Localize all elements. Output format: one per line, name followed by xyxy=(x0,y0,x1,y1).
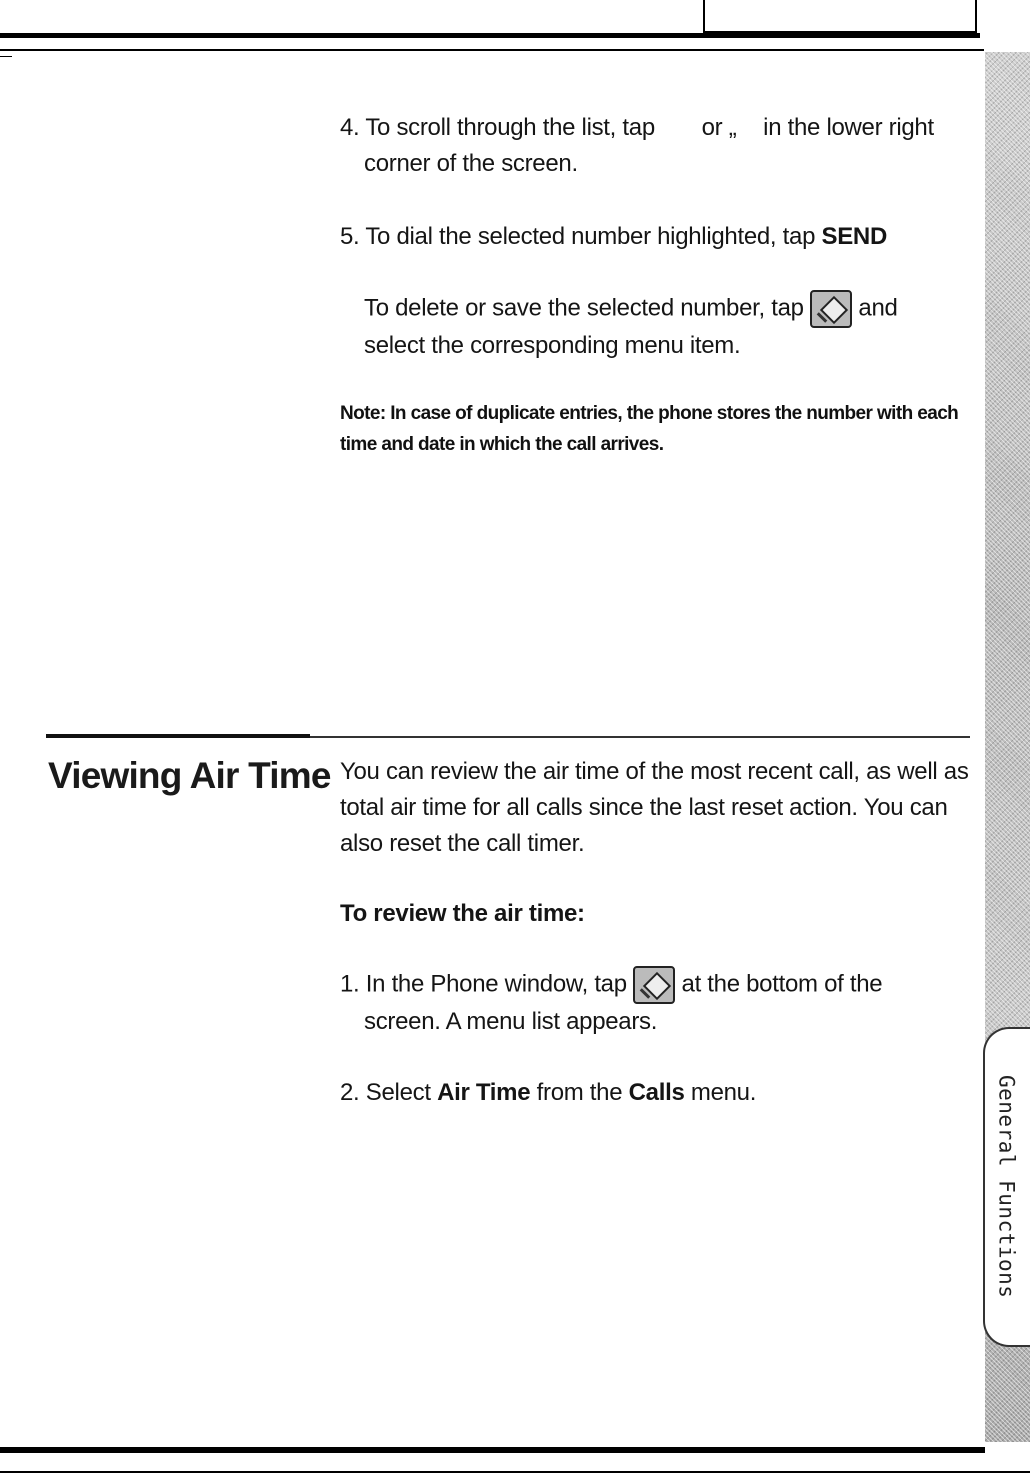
menu-icon xyxy=(633,966,675,1004)
delete-save-instruction xyxy=(364,290,924,364)
section-rule-thin xyxy=(310,736,970,738)
review-step-2-middle: from the xyxy=(530,1079,629,1106)
step-4 xyxy=(340,110,994,182)
section-intro: You can review the air time of the most recent call, as well as total air time for all calls since the last reset action. You can also reset the call timer. xyxy=(340,758,969,857)
header-box xyxy=(703,0,977,33)
header-rule-thin xyxy=(0,49,984,51)
review-step-1-after: at the bottom of the screen. A menu list appears. xyxy=(364,970,883,1035)
section-tab-label: General Functions xyxy=(994,1075,1019,1299)
review-step-2-before: 2. Select xyxy=(340,1079,438,1106)
step-4-suffix: in the lower right corner of the screen. xyxy=(364,114,934,177)
corner-tick xyxy=(0,56,12,57)
step-4-middle: or „ xyxy=(695,114,743,141)
delete-save-before: To delete or save the selected number, tap xyxy=(364,294,811,322)
review-step-1 xyxy=(340,966,944,1040)
step-5 xyxy=(340,219,994,255)
note xyxy=(340,398,970,460)
step-4-prefix: 4. To scroll through the list, tap xyxy=(340,114,662,141)
review-step-1-before: 1. In the Phone window, tap xyxy=(340,970,634,998)
step-5-text: 5. To dial the selected number highlighted, tap xyxy=(340,223,822,250)
section-tab-text xyxy=(983,1027,1030,1347)
send-label: SEND xyxy=(821,223,887,250)
calls-label: Calls xyxy=(628,1079,685,1106)
menu-icon xyxy=(810,290,852,328)
air-time-label: Air Time xyxy=(437,1079,531,1106)
note-text: In case of duplicate entries, the phone stores the number with each time and date in which the call arrives. xyxy=(340,403,959,455)
footer-rule-thick xyxy=(0,1447,985,1453)
header-rule-thick xyxy=(0,33,980,38)
review-step-2-after: menu. xyxy=(684,1079,757,1106)
footer-rule-thin xyxy=(0,1471,1030,1473)
review-step-2 xyxy=(340,1075,970,1111)
note-label: Note: xyxy=(340,403,386,424)
delete-save-after: and select the corresponding menu item. xyxy=(364,294,898,359)
section-rule-thick xyxy=(46,734,310,738)
subheading: To review the air time: xyxy=(340,900,585,927)
section-title: Viewing Air Time xyxy=(48,755,331,796)
